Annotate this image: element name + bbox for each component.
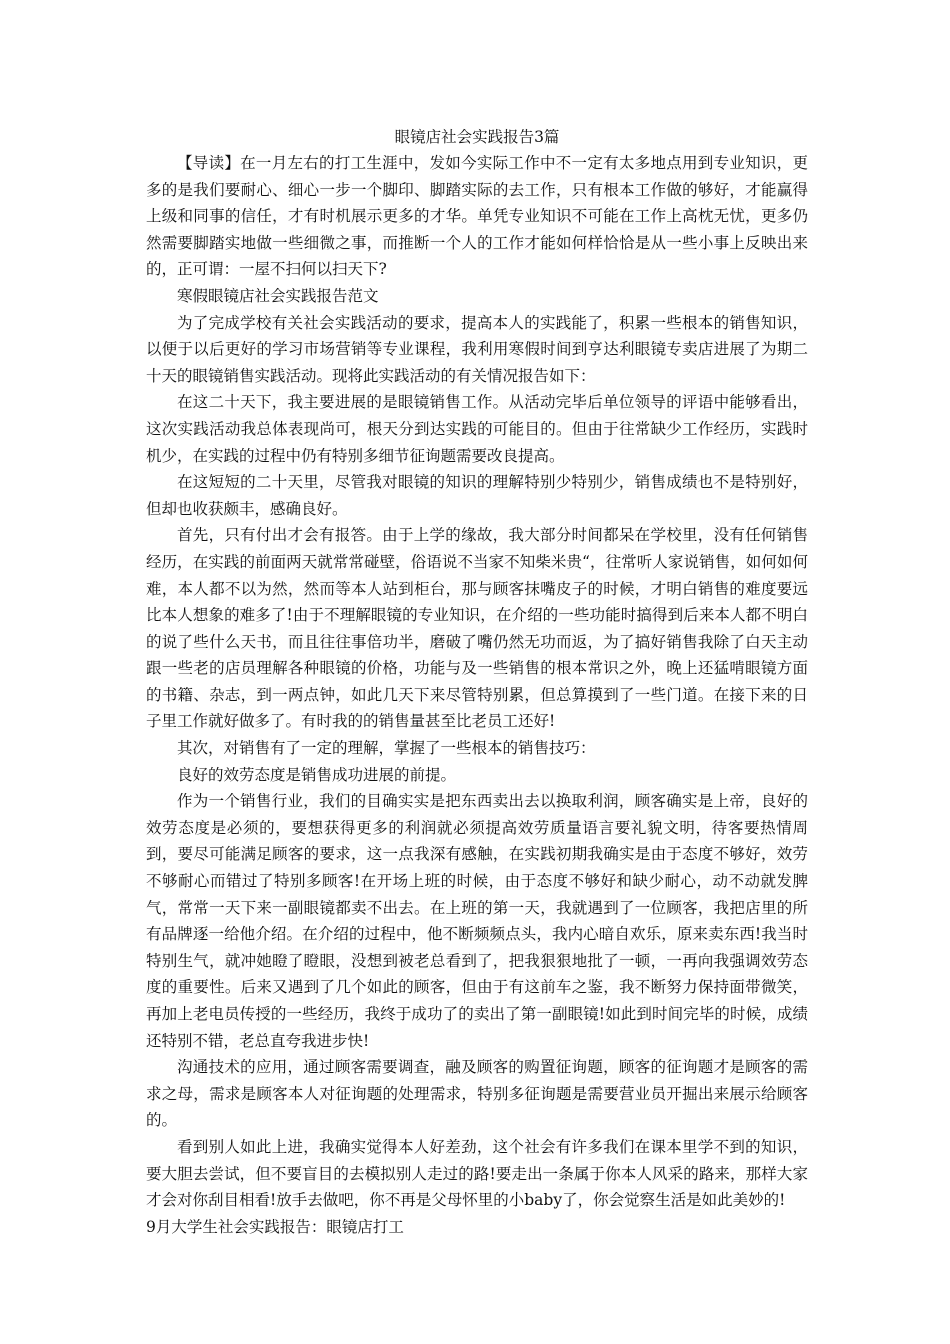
section-heading: 寒假眼镜店社会实践报告范文 (177, 286, 379, 305)
paragraph: 作为一个销售行业，我们的目确实实是把东西卖出去以换取利润，顾客确实是上帝，良好的效劳态度是必须的，要想获得更多的利润就必须提高效劳质量语言要礼貌文明，待客要热情周到，要尽可能满足顾客的要求，这一点我深有感触，在实践初期我确实是由于态度不够好，效劳不够耐心而错过了特别多顾客!在开场上班的时候，由于态度不够好和缺少耐心，动不动就发脾气，常常一天下来一副眼镜都卖不出去。在上班的第一天，我就遇到了一位顾客，我把店里的所有品牌逐一给他介绍。在介绍的过程中，他不断频频点头，我内心暗自欢乐，原来卖东西!我当时特别生气，就冲她瞪了瞪眼，没想到被老总看到了，把我狠狠地批了一顿，一再向我强调效劳态度的重要性。后来又遇到了几个如此的顾客，但由于有这前车之鉴，我不断努力保持面带微笑，再加上老电员传授的一些经历，我终于成功了的卖出了第一副眼镜!如此到时间完毕的时候，成绩还特别不错，老总直夸我进步快! (146, 792, 808, 1050)
paragraph: 其次，对销售有了一定的理解，掌握了一些根本的销售技巧： (177, 739, 596, 758)
paragraph: 看到别人如此上进，我确实觉得本人好差劲，这个社会有许多我们在课本里学不到的知识，要大胆去尝试，但不要盲目的去模拟别人走过的路!要走出一条属于你本人风采的路来，那样大家才会对你刮目相看!放手去做吧，你不再是父母怀里的小baby了，你会觉察生活是如此美妙的! (146, 1137, 808, 1210)
paragraph: 首先，只有付出才会有报答。由于上学的缘故，我大部分时间都呆在学校里，没有任何销售经历，在实践的前面两天就常常碰壁，俗语说不当家不知柴米贵“，往常听人家说销售，如何如何难，本人都不以为然，然而等本人站到柜台，那与顾客抹嘴皮子的时候，才明白销售的难度要远比本人想象的难多了!由于不理解眼镜的专业知识，在介绍的一些功能时搞得到后来本人都不明白的说了些什么天书，而且往往事倍功半，磨破了嘴仍然无功而返，为了搞好销售我除了白天主动跟一些老的店员理解各种眼镜的价格，功能与及一些销售的根本常识之外，晚上还猛啃眼镜方面的书籍、杂志，到一两点钟，如此几天下来尽管特别累，但总算摸到了一些门道。在接下来的日子里工作就好做多了。有时我的的销售量甚至比老员工还好! (146, 526, 808, 731)
paragraph: 为了完成学校有关社会实践活动的要求，提高本人的实践能了，积累一些根本的销售知识，以便于以后更好的学习市场营销等专业课程，我利用寒假时间到亨达利眼镜专卖店进展了为期二十天的眼镜销售实践活动。现将此实践活动的有关情况报告如下： (146, 313, 808, 385)
paragraph: 在这短短的二十天里，尽管我对眼镜的知识的理解特别少特别少，销售成绩也不是特别好，但却也收获颇丰，感确良好。 (146, 473, 808, 518)
paragraph: 沟通技术的应用，通过顾客需要调查，融及顾客的购置征询题，顾客的征询题才是顾客的需求之母，需求是顾客本人对征询题的处理需求，特别多征询题是需要营业员开掘出来展示给顾客的。 (146, 1058, 808, 1130)
document-title: 眼镜店社会实践报告3篇 (394, 128, 560, 146)
next-section-heading: 9月大学生社会实践报告：眼镜店打工 (146, 1217, 404, 1236)
document-page (146, 124, 808, 1240)
paragraph-intro: 【导读】在一月左右的打工生涯中，发如今实际工作中不一定有太多地点用到专业知识，更多的是我们要耐心、细心一步一个脚印、脚踏实际的去工作，只有根本工作做的够好，才能赢得上级和同事的信任，才有时机展示更多的才华。单凭专业知识不可能在工作上高枕无忧，更多仍然需要脚踏实地做一些细微之事，而推断一个人的工作才能如何样恰恰是从一些小事上反映出来的，正可谓：一屋不扫何以扫天下? (146, 154, 808, 279)
paragraph: 在这二十天下，我主要进展的是眼镜销售工作。从活动完毕后单位领导的评语中能够看出，这次实践活动我总体表现尚可，根天分到达实践的可能目的。但由于往常缺少工作经历，实践时机少，在实践的过程中仍有特别多细节征询题需要改良提高。 (146, 393, 808, 465)
paragraph: 良好的效劳态度是销售成功进展的前提。 (177, 765, 457, 784)
